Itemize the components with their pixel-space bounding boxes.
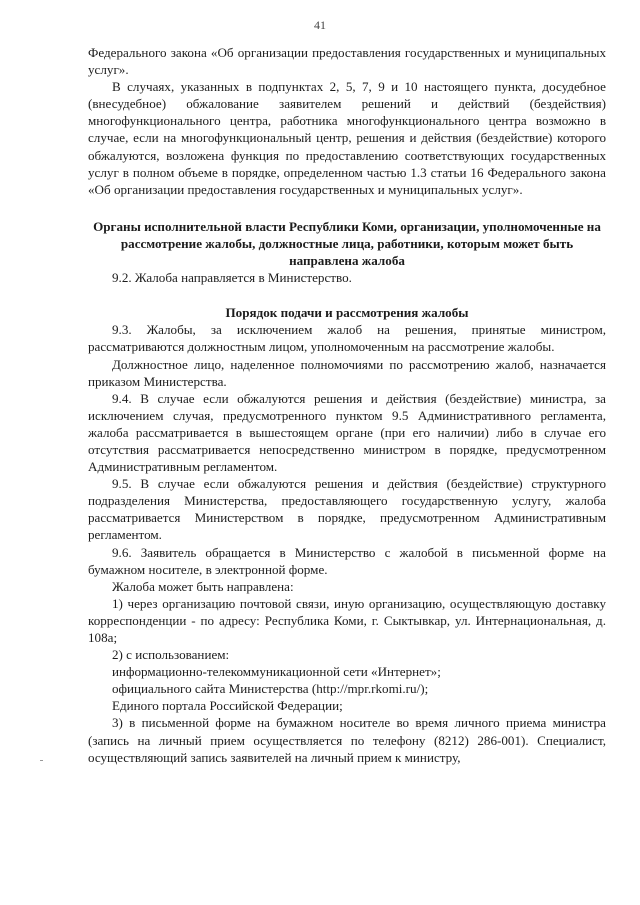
section-heading-authorities: Органы исполнительной власти Республики Коми, организации, уполномоченные на рассмотрение жалобы, должностные лица, работники, которым может быть направлена жалоба bbox=[93, 218, 601, 269]
paragraph-9-5: 9.5. В случае если обжалуются решения и действия (бездействие) структурного подразделения Министерства, предоставляющего государственную услугу, жалоба рассматривается Министерством в порядке, предусмотренном Административным регламентом. bbox=[88, 476, 606, 543]
list-item-internet: информационно-телекоммуникационной сети «Интернет»; bbox=[112, 664, 441, 680]
section-heading-procedure: Порядок подачи и рассмотрения жалобы bbox=[225, 305, 469, 321]
list-item-using: 2) с использованием: bbox=[112, 647, 230, 663]
list-item-website: официального сайта Министерства (http://mpr.rkomi.ru/); bbox=[112, 681, 429, 697]
paragraph-mfc-appeal: В случаях, указанных в подпунктах 2, 5, 7, 9 и 10 настоящего пункта, досудебное (внесудебное) обжалование заявителем решений и действий (бездействия) многофункционального центра, работника многофункционального центра возможно в случае, если на многофункциональный центр, решения и действия (бездействие) которого обжалуются, возложена функция по предоставлению соответствующих государственных услуг в полном объеме в порядке, определенном частью 1.3 статьи 16 Федерального закона «Об организации предоставления государственных и муниципальных услуг». bbox=[88, 79, 606, 197]
page-number: 41 bbox=[314, 18, 326, 32]
document-body bbox=[88, 44, 606, 766]
paragraph-official: Должностное лицо, наделенное полномочиями по рассмотрению жалоб, назначается приказом Министерства. bbox=[88, 356, 606, 389]
paragraph-9-4: 9.4. В случае если обжалуются решения и действия (бездействие) министра, за исключением случая, предусмотренного пунктом 9.5 Административного регламента, жалоба рассматривается в вышестоящем органе (при его наличии) либо в случае его отсутствия рассматривается непосредственно министром в порядке, предусмотренном Административным регламентом. bbox=[88, 390, 606, 475]
paragraph-continuation: Федерального закона «Об организации предоставления государственных и муниципальных услуг». bbox=[88, 45, 606, 78]
scan-mark bbox=[40, 760, 43, 761]
paragraph-9-2: 9.2. Жалоба направляется в Министерство. bbox=[112, 270, 352, 286]
paragraph-9-6: 9.6. Заявитель обращается в Министерство с жалобой в письменной форме на бумажном носителе, в электронной форме. bbox=[88, 544, 606, 577]
list-item-postal: 1) через организацию почтовой связи, иную организацию, осуществляющую доставку корреспонденции - по адресу: Республика Коми, г. Сыктывкар, ул. Интернациональная, д. 108а; bbox=[88, 595, 606, 645]
paragraph-may-be-sent: Жалоба может быть направлена: bbox=[112, 578, 294, 594]
list-item-personal-reception: 3) в письменной форме на бумажном носителе во время личного приема министра (запись на личный прием осуществляется по телефону (8212) 286-001). Специалист, осуществляющий запись заявителей на личный прием к министру, bbox=[88, 715, 606, 765]
paragraph-9-3: 9.3. Жалобы, за исключением жалоб на решения, принятые министром, рассматриваются должностным лицом, уполномоченным на рассмотрение жалобы. bbox=[88, 322, 606, 355]
list-item-portal: Единого портала Российской Федерации; bbox=[112, 698, 343, 714]
